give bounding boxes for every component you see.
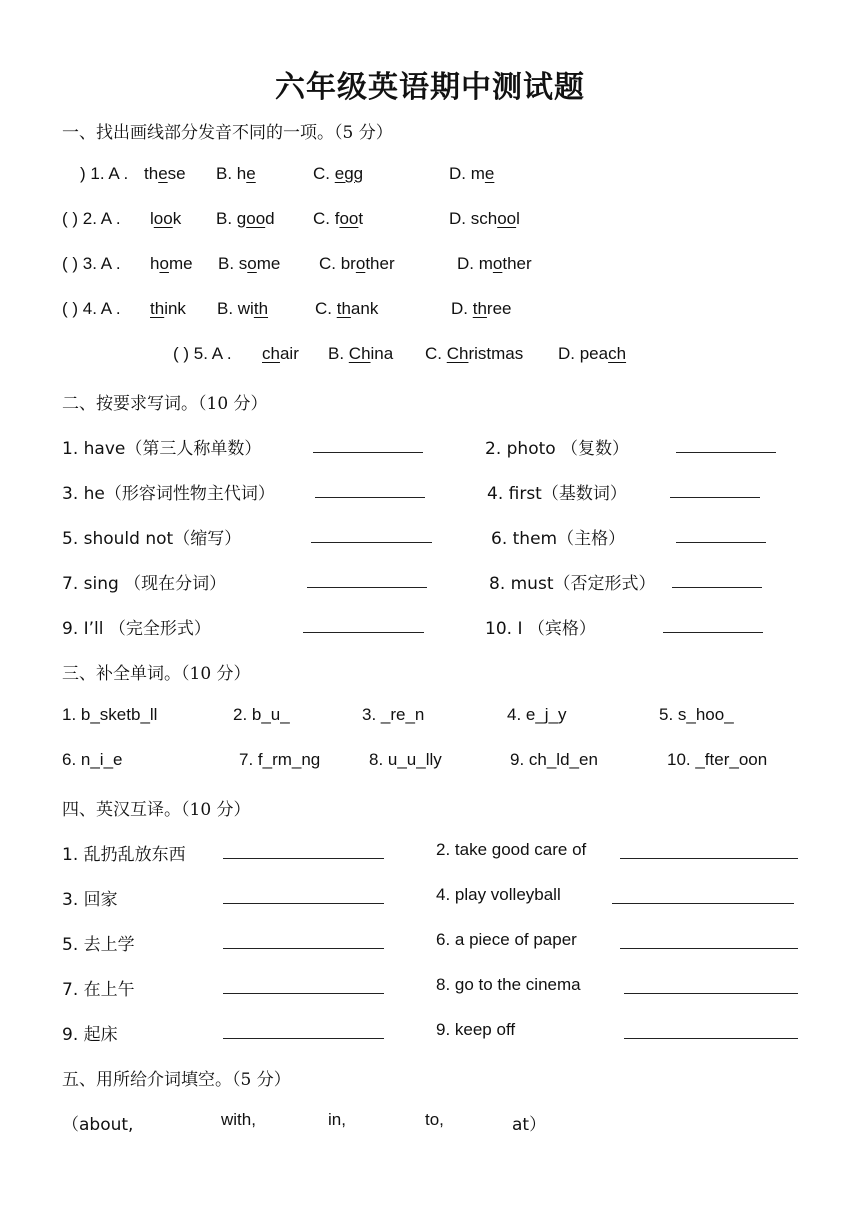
word-form-prompt: 7. sing （现在分词） [62, 574, 227, 594]
translation-prompt: 9. keep off [436, 1020, 516, 1039]
option-d: D. mother [457, 254, 532, 273]
translation-prompt: 2. take good care of [436, 840, 587, 859]
option-b: B. good [216, 209, 275, 228]
spelling-item: 6. n_i_e [62, 750, 123, 769]
answer-blank[interactable] [620, 930, 798, 949]
word-form-row [0, 434, 860, 460]
option-d: D. three [451, 299, 512, 318]
spelling-item: 1. b_sketb_ll [62, 705, 158, 724]
question-number: ( ) 3. A . [62, 254, 121, 273]
answer-blank[interactable] [672, 569, 762, 588]
spelling-item: 3. _re_n [362, 705, 425, 724]
option-c: C. thank [315, 299, 379, 318]
translation-prompt: 7. 在上午 [62, 980, 135, 1000]
option-c: C. foot [313, 209, 364, 228]
option-b: B. some [218, 254, 281, 273]
spelling-item: 8. u_u_lly [369, 750, 442, 769]
word-form-prompt: 1. have（第三人称单数） [62, 439, 262, 459]
question-row [0, 164, 860, 190]
option-d: D. me [449, 164, 495, 183]
answer-blank[interactable] [223, 840, 384, 859]
question-row [0, 344, 860, 370]
option-b: B. China [328, 344, 394, 363]
spelling-row [0, 750, 860, 776]
section-4-heading: 四、英汉互译。（10 分） [62, 800, 251, 820]
word-form-row [0, 569, 860, 595]
answer-blank[interactable] [223, 885, 384, 904]
word-form-prompt: 3. he（形容词性物主代词） [62, 484, 275, 504]
spelling-item: 7. f_rm_ng [239, 750, 321, 769]
word-form-prompt: 9. I’ll （完全形式） [62, 619, 211, 639]
spelling-item: 10. _fter_oon [667, 750, 768, 769]
translation-prompt: 3. 回家 [62, 890, 118, 910]
preposition-word: with, [221, 1110, 256, 1129]
translation-prompt: 1. 乱扔乱放东西 [62, 845, 186, 865]
question-row [0, 254, 860, 280]
section-1-heading: 一、找出画线部分发音不同的一项。（5 分） [62, 123, 393, 143]
answer-blank[interactable] [620, 840, 798, 859]
preposition-word: in, [328, 1110, 346, 1129]
answer-blank[interactable] [624, 975, 798, 994]
spelling-item: 2. b_u_ [233, 705, 290, 724]
spelling-item: 4. e_j_y [507, 705, 567, 724]
translation-prompt: 5. 去上学 [62, 935, 135, 955]
word-form-row [0, 479, 860, 505]
word-form-prompt: 8. must（否定形式） [489, 574, 656, 594]
spelling-item: 9. ch_ld_en [510, 750, 598, 769]
word-form-row [0, 524, 860, 550]
answer-blank[interactable] [624, 1020, 798, 1039]
option-a: think [150, 299, 186, 318]
word-form-prompt: 2. photo （复数） [485, 439, 630, 459]
option-d: D. school [449, 209, 520, 228]
option-a: home [150, 254, 193, 273]
question-number: ( ) 2. A . [62, 209, 121, 228]
question-number: ) 1. A . [80, 164, 129, 183]
answer-blank[interactable] [311, 524, 432, 543]
word-form-prompt: 10. I （宾格） [485, 619, 596, 639]
answer-blank[interactable] [676, 524, 766, 543]
translation-prompt: 8. go to the cinema [436, 975, 581, 994]
word-form-row [0, 614, 860, 640]
translation-row [0, 930, 860, 956]
option-c: C. brother [319, 254, 395, 273]
answer-blank[interactable] [315, 479, 425, 498]
option-b: B. with [217, 299, 269, 318]
word-form-prompt: 4. first（基数词） [487, 484, 627, 504]
question-row [0, 209, 860, 235]
answer-blank[interactable] [223, 975, 384, 994]
answer-blank[interactable] [223, 930, 384, 949]
translation-row [0, 975, 860, 1001]
preposition-word: to, [425, 1110, 444, 1129]
translation-prompt: 4. play volleyball [436, 885, 561, 904]
answer-blank[interactable] [313, 434, 423, 453]
page-title: 六年级英语期中测试题 [275, 70, 585, 105]
option-a: look [150, 209, 182, 228]
option-c: C. Christmas [425, 344, 524, 363]
spelling-row [0, 705, 860, 731]
option-c: C. egg [313, 164, 364, 183]
preposition-options [0, 1110, 860, 1136]
answer-blank[interactable] [663, 614, 763, 633]
translation-row [0, 840, 860, 866]
option-b: B. he [216, 164, 256, 183]
word-form-prompt: 6. them（主格） [491, 529, 626, 549]
answer-blank[interactable] [303, 614, 424, 633]
answer-blank[interactable] [307, 569, 427, 588]
spelling-item: 5. s_hoo_ [659, 705, 734, 724]
word-form-prompt: 5. should not（缩写） [62, 529, 242, 549]
preposition-word: （about, [62, 1115, 134, 1135]
option-d: D. peach [558, 344, 627, 363]
translation-row [0, 1020, 860, 1046]
option-a: these [144, 164, 186, 183]
question-number: ( ) 4. A . [62, 299, 121, 318]
answer-blank[interactable] [223, 1020, 384, 1039]
question-row [0, 299, 860, 325]
translation-prompt: 9. 起床 [62, 1025, 118, 1045]
answer-blank[interactable] [676, 434, 776, 453]
answer-blank[interactable] [612, 885, 794, 904]
question-number: ( ) 5. A . [173, 344, 232, 363]
translation-row [0, 885, 860, 911]
section-2-heading: 二、按要求写词。（10 分） [62, 394, 268, 414]
section-3-heading: 三、补全单词。（10 分） [62, 664, 251, 684]
answer-blank[interactable] [670, 479, 760, 498]
preposition-word: at） [512, 1115, 547, 1135]
translation-prompt: 6. a piece of paper [436, 930, 577, 949]
option-a: chair [262, 344, 299, 363]
section-5-heading: 五、用所给介词填空。（5 分） [62, 1070, 291, 1090]
